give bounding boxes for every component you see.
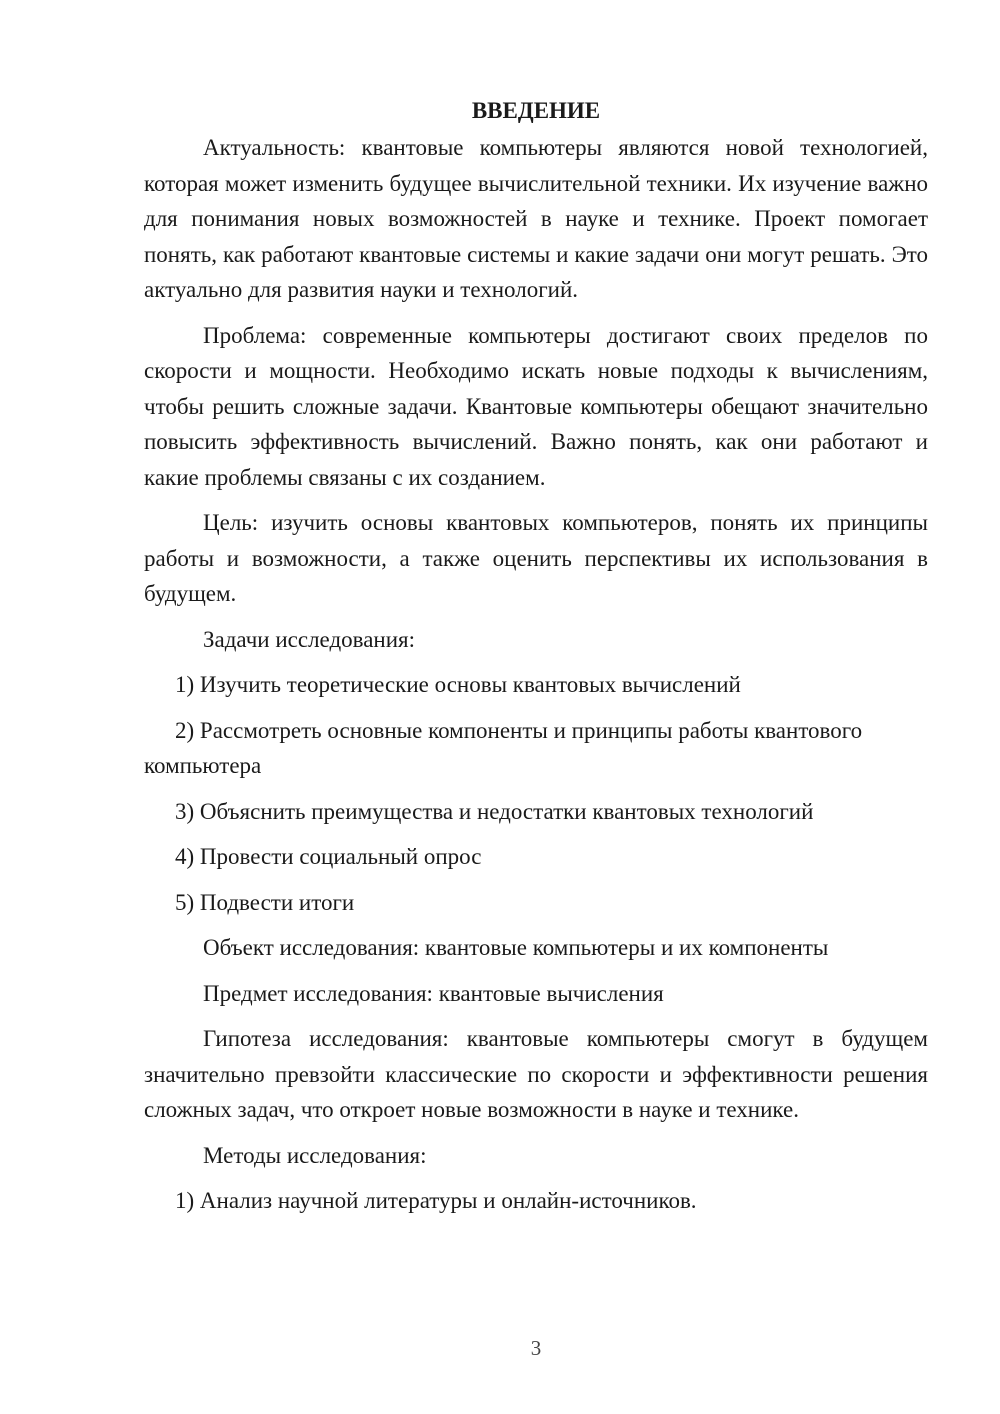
methods-heading: Методы исследования: (203, 1142, 427, 1168)
page-number: 3 (530, 1336, 542, 1360)
relevance-paragraph: Актуальность: квантовые компьютеры являются новой технологией, которая может изменить будущее вычислительной техники. Их изучение важно для понимания новых возможностей в науке и технике. Проект помогает понять, как работают квантовые системы и какие задачи они могут решать. Это актуально для развития науки и технологий. (144, 135, 928, 302)
hypothesis-paragraph: Гипотеза исследования: квантовые компьютеры смогут в будущем значительно превзойти классические по скорости и эффективности решения сложных задач, что откроет новые возможности в науке и технике. (144, 1026, 928, 1122)
goal-paragraph: Цель: изучить основы квантовых компьютеров, понять их принципы работы и возможности, а также оценить перспективы их использования в будущем. (144, 510, 928, 606)
task-item: 2) Рассмотреть основные компоненты и принципы работы квантового компьютера (144, 717, 863, 778)
task-item: 3) Объяснить преимущества и недостатки квантовых технологий (175, 798, 814, 824)
task-item: 1) Изучить теоретические основы квантовых вычислений (175, 672, 741, 697)
problem-paragraph: Проблема: современные компьютеры достигают своих пределов по скорости и мощности. Необходимо искать новые подходы к вычислениям, чтобы решить сложные задачи. Квантовые компьютеры обещают значительно повысить эффективность вычислений. Важно понять, как они работают и какие проблемы связаны с их созданием. (144, 322, 928, 490)
page-content (144, 93, 928, 1219)
task-item: 4) Провести социальный опрос (175, 844, 482, 869)
research-subject: Предмет исследования: квантовые вычисления (203, 980, 664, 1006)
task-item: 5) Подвести итоги (175, 889, 355, 915)
research-object: Объект исследования: квантовые компьютеры и их компоненты (203, 935, 829, 960)
method-item: 1) Анализ научной литературы и онлайн-источников. (175, 1188, 697, 1213)
section-title: ВВЕДЕНИЕ (471, 98, 601, 123)
tasks-heading: Задачи исследования: (203, 626, 416, 652)
